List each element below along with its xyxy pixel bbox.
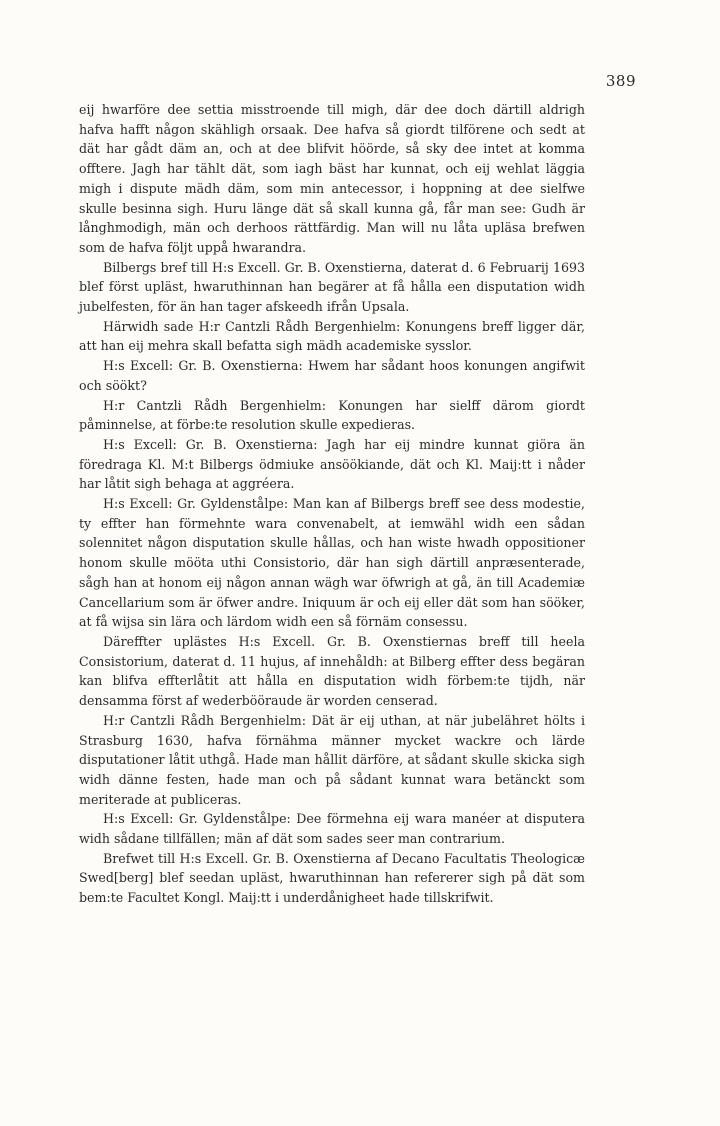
paragraph: H:r Cantzli Rådh Bergenhielm: Dät är eij uthan, at när jubelähret hölts i Strasburg 1630, hafva förnähma männer mycket wackre och lärde disputationer låtit uthgå. Hade man hållit därföre, at sådant skulle skicka sigh widh dänne festen, hade man och på sådant kunnat wara betänckt som meriterade at publiceras.	[79, 712, 585, 807]
paragraph: Brefwet till H:s Excell. Gr. B. Oxenstierna af Decano Facultatis Theologicæ Swed[berg] blef seedan upläst, hwaruthinnan han refererer sigh på dät som bem:te Facultet Kongl. Maij:tt i underdånigheet hade tillskrifwit.	[79, 850, 585, 906]
page-number: 389	[605, 72, 636, 90]
paragraph: eij hwarföre dee settia misstroende till migh, där dee doch därtill aldrigh hafva hafft någon skähligh orsaak. Dee hafva så giordt tilförene och sedt at dät har gådt däm an, och at dee blifvit höörde, så sky dee intet at komma offtere. Jagh har tählt dät, som iagh bäst har kunnat, och eij wehlat läggia migh i dispute mädh däm, som min antecessor, i hoppning at dee sielfwe skulle besinna sigh. Huru länge dät så skall kunna gå, får man see: Gudh är långhmodigh, män och derhoos rättfärdig. Man will nu låta upläsa brefwen som de hafva följt uppå hwarandra.	[79, 102, 585, 255]
paragraph: H:s Excell: Gr. Gyldenstålpe: Dee förmehna eij wara manéer at disputera widh sådane tillfällen; män af dät som sades seer man contrarium.	[79, 811, 585, 847]
paragraph: Bilbergs bref till H:s Excell. Gr. B. Oxenstierna, daterat d. 6 Februarij 1693 blef först upläst, hwaruthinnan han begärer at få hålla een disputation widh jubelfesten, för än han tager afskeedh ifrån Upsala.	[79, 259, 585, 315]
paragraph: H:s Excell: Gr. B. Oxenstierna: Hwem har sådant hoos konungen angifwit och söökt?	[79, 358, 585, 393]
paragraph: H:s Excell: Gr. B. Oxenstierna: Jagh har eij mindre kunnat giöra än föredraga Kl. M:t Bilbergs ödmiuke ansöökiande, dät och Kl. Maij:tt i nåder har låtit sigh behaga at aggréera.	[79, 436, 585, 492]
paragraph: H:s Excell: Gr. Gyldenstålpe: Man kan af Bilbergs breff see dess modestie, ty effter han förmehnte wara convenabelt, at iemwähl widh een sådan solennitet någon disputation skulle hållas, och han wiste hwadh oppositioner honom skulle mööta uthi Consistorio, där han sigh därtill anpræsenterade, sågh han at honom eij någon annan wägh war öfwrigh at gå, än till Academiæ Cancellarium som är öfwer andre. Iniquum är och eij eller dät som han sööker, at få wijsa sin lära och lärdom widh een så förnäm consessu.	[79, 496, 585, 630]
paragraph: H:r Cantzli Rådh Bergenhielm: Konungen har sielff därom giordt påminnelse, at förbe:te resolution skulle expedieras.	[79, 397, 585, 433]
paragraph: Däreffter uplästes H:s Excell. Gr. B. Oxenstiernas breff till heela Consistorium, daterat d. 11 hujus, af innehåldh: at Bilberg effter dess begäran kan blifva effterlåtit att hålla en disputation widh förbem:te tijdh, när densamma först af wederbööraude är worden censerad.	[79, 633, 585, 709]
body-text	[79, 100, 585, 908]
paragraph: Härwidh sade H:r Cantzli Rådh Bergenhielm: Konungens breff ligger där, att han eij mehra skall befatta sigh mädh academiske sysslor.	[79, 318, 585, 354]
